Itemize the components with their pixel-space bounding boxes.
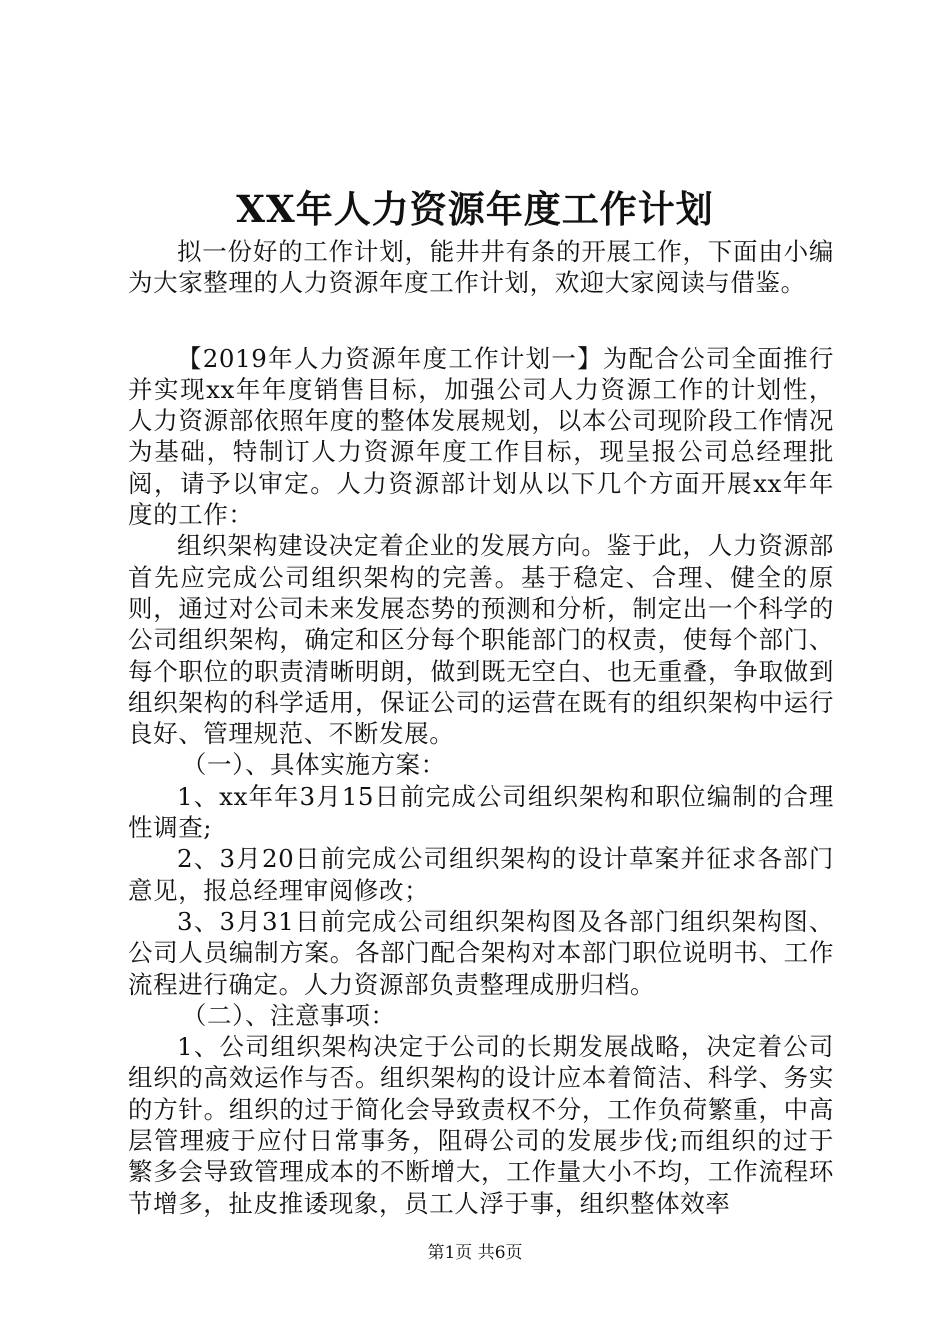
section-heading-notes: （二）、注意事项： (181, 1000, 396, 1030)
document-title: XX年人力资源年度工作计划 (236, 187, 714, 231)
list-item: 2、3月20日前完成公司组织架构的设计草案并征求各部门意见，报总经理审阅修改； (128, 844, 834, 905)
list-item: 1、公司组织架构决定于公司的长期发展战略，决定着公司组织的高效运作与否。组织架构的设计应本着简洁、科学、务实的方针。组织的过于简化会导致责权不分，工作负荷繁重，中高层管理疲于应付日常事务，阻碍公司的发展步伐;而组织的过于繁多会导致管理成本的不断增大，工作量大小不均，工作流程环节增多，扯皮推诿现象，员工人浮于事，组织整体效率 (128, 1032, 834, 1218)
org-structure-paragraph: 组织架构建设决定着企业的发展方向。鉴于此，人力资源部首先应完成公司组织架构的完善。基于稳定、合理、健全的原则，通过对公司未来发展态势的预测和分析，制定出一个科学的公司组织架构，确定和区分每个职能部门的权责，使每个部门、每个职位的职责清晰明朗，做到既无空白、也无重叠，争取做到组织架构的科学适用，保证公司的运营在既有的组织架构中运行良好、管理规范、不断发展。 (128, 531, 834, 749)
intro-paragraph: 拟一份好的工作计划，能井井有条的开展工作，下面由小编为大家整理的人力资源年度工作计划，欢迎大家阅读与借鉴。 (128, 237, 834, 298)
paragraph-gap (128, 299, 834, 343)
page-number-footer: 第1页 共6页 (427, 1243, 523, 1263)
plan-intro-paragraph: 【2019年人力资源年度工作计划一】为配合公司全面推行并实现xx年年度销售目标，加强公司人力资源工作的计划性，人力资源部依照年度的整体发展规划，以本公司现阶段工作情况为基础，特制订人力资源年度工作目标，现呈报公司总经理批阅，请予以审定。人力资源部计划从以下几个方面开展xx年年度的工作： (128, 343, 834, 530)
section-heading-implementation: （一）、具体实施方案： (181, 750, 446, 780)
document-body (128, 236, 834, 1219)
list-item: 1、xx年年3月15日前完成公司组织架构和职位编制的合理性调查; (128, 781, 834, 843)
list-item: 3、3月31日前完成公司组织架构图及各部门组织架构图、公司人员编制方案。各部门配合架构对本部门职位说明书、工作流程进行确定。人力资源部负责整理成册归档。 (128, 906, 834, 999)
